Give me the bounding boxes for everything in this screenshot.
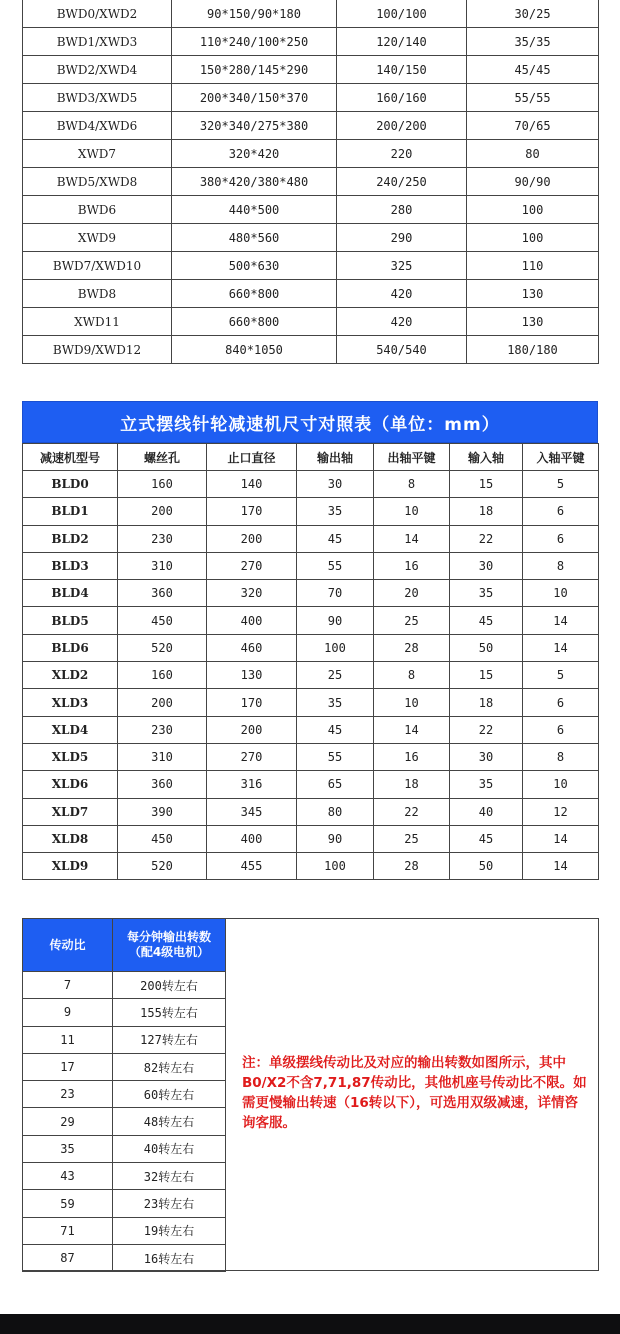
table-cell: 660*800 [172, 280, 337, 308]
table-row [23, 56, 599, 84]
table-cell: 100 [297, 853, 374, 880]
table-cell: 8 [523, 552, 599, 579]
table-cell: 170 [207, 689, 297, 716]
table-row [23, 308, 599, 336]
table-cell: 230 [118, 716, 207, 743]
table-row [23, 972, 226, 999]
table-cell: BLD6 [23, 634, 118, 661]
table-cell: 390 [118, 798, 207, 825]
table-cell: 380*420/380*480 [172, 168, 337, 196]
table-cell: 18 [450, 498, 523, 525]
table-cell: 316 [207, 771, 297, 798]
table-cell: 17 [23, 1053, 113, 1080]
table-cell: XLD7 [23, 798, 118, 825]
table-cell: 14 [523, 607, 599, 634]
table-cell: 45 [450, 607, 523, 634]
table-row [23, 140, 599, 168]
table-cell: 170 [207, 498, 297, 525]
table-cell: 440*500 [172, 196, 337, 224]
table-cell: 45 [450, 825, 523, 852]
table-cell: 71 [23, 1217, 113, 1244]
table-cell: 35/35 [467, 28, 599, 56]
table-cell: 20 [374, 580, 450, 607]
column-header: 减速机型号 [23, 444, 118, 471]
table-cell: 140/150 [337, 56, 467, 84]
table-cell: 16 [374, 552, 450, 579]
bottom-dark-strip [0, 1314, 620, 1334]
table-cell: BLD2 [23, 525, 118, 552]
table-cell: 200 [207, 525, 297, 552]
table-cell: 325 [337, 252, 467, 280]
table-cell: 40 [450, 798, 523, 825]
table-cell: 16转左右 [113, 1244, 226, 1271]
table-cell: 16 [374, 743, 450, 770]
table-row [23, 498, 599, 525]
table-cell: 310 [118, 743, 207, 770]
table-cell: BWD4/XWD6 [23, 112, 172, 140]
table-cell: 55/55 [467, 84, 599, 112]
table-cell: 43 [23, 1163, 113, 1190]
ratio-speed-table-body [23, 972, 226, 1272]
table-row [23, 853, 599, 880]
vertical-size-table-header-row [23, 444, 599, 471]
column-header: 输出轴 [297, 444, 374, 471]
table-cell: 45/45 [467, 56, 599, 84]
table-cell: BLD1 [23, 498, 118, 525]
table-cell: 8 [374, 662, 450, 689]
table-row [23, 1135, 226, 1162]
table-cell: BWD9/XWD12 [23, 336, 172, 364]
ratio-speed-header-row [23, 919, 226, 972]
table-cell: 5 [523, 471, 599, 498]
table-cell: 100 [297, 634, 374, 661]
table-cell: 10 [523, 580, 599, 607]
table-row [23, 825, 599, 852]
table-cell: 29 [23, 1108, 113, 1135]
table-cell: BWD3/XWD5 [23, 84, 172, 112]
table-cell: BWD1/XWD3 [23, 28, 172, 56]
vertical-size-table-title: 立式摆线针轮减速机尺寸对照表（单位：mm） [22, 401, 598, 443]
table-cell: 140 [207, 471, 297, 498]
table-cell: BWD8 [23, 280, 172, 308]
table-cell: 155转左右 [113, 999, 226, 1026]
table-cell: BWD0/XWD2 [23, 0, 172, 28]
table-cell: 12 [523, 798, 599, 825]
table-row [23, 168, 599, 196]
table-cell: XLD6 [23, 771, 118, 798]
table-cell: 28 [374, 634, 450, 661]
table-cell: 100 [467, 224, 599, 252]
table-row [23, 999, 226, 1026]
table-cell: 60转左右 [113, 1081, 226, 1108]
table-cell: 110*240/100*250 [172, 28, 337, 56]
vertical-size-table-body [23, 471, 599, 880]
table-cell: 22 [374, 798, 450, 825]
table-cell: 14 [374, 525, 450, 552]
table-cell: 7 [23, 972, 113, 999]
table-cell: 280 [337, 196, 467, 224]
table-cell: 30/25 [467, 0, 599, 28]
table-cell: 160 [118, 662, 207, 689]
table-cell: BLD5 [23, 607, 118, 634]
table-cell: 455 [207, 853, 297, 880]
table-cell: 25 [374, 607, 450, 634]
table-cell: 400 [207, 607, 297, 634]
speed-header-line2: （配4级电机） [128, 945, 210, 959]
table-cell: 90 [297, 825, 374, 852]
table-row [23, 1217, 226, 1244]
table-row [23, 1108, 226, 1135]
table-row [23, 252, 599, 280]
table-cell: 130 [467, 308, 599, 336]
table-cell: 23 [23, 1081, 113, 1108]
table-cell: BLD3 [23, 552, 118, 579]
column-header: 出轴平键 [374, 444, 450, 471]
table-cell: 80 [467, 140, 599, 168]
table-cell: 90/90 [467, 168, 599, 196]
table-cell: XLD5 [23, 743, 118, 770]
table-cell: 14 [523, 825, 599, 852]
table-cell: 200 [118, 689, 207, 716]
table-cell: 520 [118, 853, 207, 880]
table-row [23, 84, 599, 112]
table-row [23, 471, 599, 498]
table-cell: 320 [207, 580, 297, 607]
table-cell: 87 [23, 1244, 113, 1271]
table-cell: 200/200 [337, 112, 467, 140]
table-cell: BLD4 [23, 580, 118, 607]
table-cell: 460 [207, 634, 297, 661]
table-row [23, 1053, 226, 1080]
table-row [23, 28, 599, 56]
table-cell: 840*1050 [172, 336, 337, 364]
table-cell: 420 [337, 280, 467, 308]
table-cell: 450 [118, 607, 207, 634]
table-cell: 310 [118, 552, 207, 579]
table-row [23, 1163, 226, 1190]
table-cell: 35 [297, 498, 374, 525]
table-cell: 127转左右 [113, 1026, 226, 1053]
table-cell: 80 [297, 798, 374, 825]
table-cell: 520 [118, 634, 207, 661]
table-cell: 55 [297, 743, 374, 770]
table-cell: 5 [523, 662, 599, 689]
table-cell: 30 [450, 743, 523, 770]
ratio-note: 注：单级摆线传动比及对应的输出转数如图所示，其中B0/X2不含7,71,87传动比，其他机座号传动比不限。如需更慢输出转速（16转以下），可选用双级减速，详情咨询客服。 [242, 1055, 587, 1131]
table-row [23, 771, 599, 798]
table-cell: 19转左右 [113, 1217, 226, 1244]
table-cell: XLD3 [23, 689, 118, 716]
table-row [23, 196, 599, 224]
table-cell: 8 [374, 471, 450, 498]
column-header: 螺丝孔 [118, 444, 207, 471]
table-cell: 160 [118, 471, 207, 498]
table-cell: 35 [297, 689, 374, 716]
column-header: 输入轴 [450, 444, 523, 471]
table-cell: BWD7/XWD10 [23, 252, 172, 280]
table-cell: 660*800 [172, 308, 337, 336]
table-cell: 110 [467, 252, 599, 280]
table-cell: 35 [23, 1135, 113, 1162]
table-cell: 9 [23, 999, 113, 1026]
table-cell: 10 [374, 689, 450, 716]
speed-header-line1: 每分钟输出转数 [126, 930, 211, 944]
table-cell: 200转左右 [113, 972, 226, 999]
table-cell: 6 [523, 716, 599, 743]
table-cell: 35 [450, 771, 523, 798]
table-cell: XLD8 [23, 825, 118, 852]
table-row [23, 1026, 226, 1053]
table-cell: 14 [374, 716, 450, 743]
table-cell: BWD5/XWD8 [23, 168, 172, 196]
size-table-horizontal-body [23, 0, 599, 364]
table-row [23, 716, 599, 743]
table-cell: 270 [207, 552, 297, 579]
table-row [23, 336, 599, 364]
table-cell: 130 [467, 280, 599, 308]
table-cell: BWD6 [23, 196, 172, 224]
table-cell: 90*150/90*180 [172, 0, 337, 28]
table-cell: 50 [450, 853, 523, 880]
speed-header [113, 919, 226, 972]
table-row [23, 280, 599, 308]
table-cell: 240/250 [337, 168, 467, 196]
table-cell: 14 [523, 853, 599, 880]
table-cell: 15 [450, 471, 523, 498]
table-cell: 360 [118, 580, 207, 607]
table-row [23, 689, 599, 716]
table-cell: 200*340/150*370 [172, 84, 337, 112]
table-row [23, 224, 599, 252]
table-cell: 320*420 [172, 140, 337, 168]
table-cell: XWD11 [23, 308, 172, 336]
table-row [23, 607, 599, 634]
table-row [23, 525, 599, 552]
table-cell: 32转左右 [113, 1163, 226, 1190]
table-cell: XWD9 [23, 224, 172, 252]
table-cell: BLD0 [23, 471, 118, 498]
table-cell: 200 [207, 716, 297, 743]
table-cell: 40转左右 [113, 1135, 226, 1162]
table-cell: 100 [467, 196, 599, 224]
table-row [23, 1081, 226, 1108]
table-cell: 22 [450, 716, 523, 743]
table-cell: 6 [523, 689, 599, 716]
table-cell: 25 [374, 825, 450, 852]
table-cell: 500*630 [172, 252, 337, 280]
table-cell: 23转左右 [113, 1190, 226, 1217]
table-cell: 15 [450, 662, 523, 689]
table-cell: BWD2/XWD4 [23, 56, 172, 84]
table-cell: 220 [337, 140, 467, 168]
table-cell: XWD7 [23, 140, 172, 168]
table-cell: 90 [297, 607, 374, 634]
table-cell: 18 [450, 689, 523, 716]
ratio-speed-table [22, 918, 226, 1272]
table-cell: 35 [450, 580, 523, 607]
table-cell: 230 [118, 525, 207, 552]
table-cell: 200 [118, 498, 207, 525]
table-cell: 345 [207, 798, 297, 825]
table-cell: 320*340/275*380 [172, 112, 337, 140]
table-cell: 45 [297, 716, 374, 743]
table-cell: 18 [374, 771, 450, 798]
size-table-horizontal [22, 0, 599, 364]
table-row [23, 743, 599, 770]
table-cell: 22 [450, 525, 523, 552]
table-cell: 180/180 [467, 336, 599, 364]
table-cell: 30 [297, 471, 374, 498]
table-cell: 10 [523, 771, 599, 798]
table-cell: 160/160 [337, 84, 467, 112]
table-row [23, 634, 599, 661]
table-cell: 70 [297, 580, 374, 607]
table-cell: 420 [337, 308, 467, 336]
table-cell: 150*280/145*290 [172, 56, 337, 84]
table-cell: 270 [207, 743, 297, 770]
table-cell: 82转左右 [113, 1053, 226, 1080]
table-cell: XLD9 [23, 853, 118, 880]
column-header: 止口直径 [207, 444, 297, 471]
table-cell: 450 [118, 825, 207, 852]
table-row [23, 0, 599, 28]
table-cell: 360 [118, 771, 207, 798]
table-cell: 25 [297, 662, 374, 689]
table-cell: XLD2 [23, 662, 118, 689]
table-cell: 28 [374, 853, 450, 880]
table-cell: 14 [523, 634, 599, 661]
table-cell: 100/100 [337, 0, 467, 28]
table-cell: 8 [523, 743, 599, 770]
table-row [23, 580, 599, 607]
vertical-size-table [22, 443, 599, 880]
table-cell: 400 [207, 825, 297, 852]
table-row [23, 1244, 226, 1271]
table-cell: 59 [23, 1190, 113, 1217]
table-cell: 55 [297, 552, 374, 579]
table-cell: 130 [207, 662, 297, 689]
table-cell: 30 [450, 552, 523, 579]
table-cell: 50 [450, 634, 523, 661]
table-cell: 48转左右 [113, 1108, 226, 1135]
table-row [23, 112, 599, 140]
ratio-header: 传动比 [23, 919, 113, 972]
table-cell: 65 [297, 771, 374, 798]
table-cell: 120/140 [337, 28, 467, 56]
table-row [23, 662, 599, 689]
table-cell: 6 [523, 525, 599, 552]
table-row [23, 1190, 226, 1217]
table-cell: 45 [297, 525, 374, 552]
column-header: 入轴平键 [523, 444, 599, 471]
table-cell: 6 [523, 498, 599, 525]
table-cell: 11 [23, 1026, 113, 1053]
table-cell: 10 [374, 498, 450, 525]
table-row [23, 552, 599, 579]
table-cell: 480*560 [172, 224, 337, 252]
table-cell: XLD4 [23, 716, 118, 743]
table-cell: 290 [337, 224, 467, 252]
table-row [23, 798, 599, 825]
table-cell: 70/65 [467, 112, 599, 140]
table-cell: 540/540 [337, 336, 467, 364]
